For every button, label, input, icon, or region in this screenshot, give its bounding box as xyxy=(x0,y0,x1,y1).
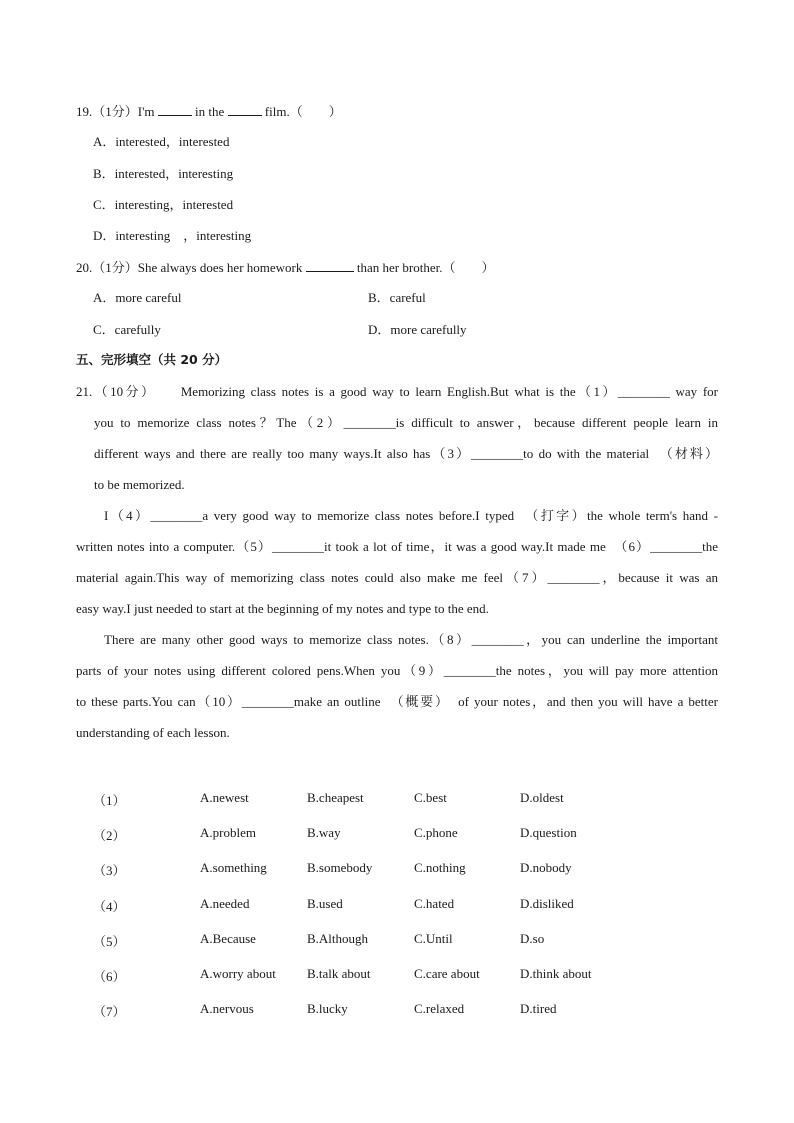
q19-option-c: C．interesting，interested xyxy=(93,197,234,212)
passage-line: to these parts.You can（10）________make an outline （概要） of your notes，and then you will have a better xyxy=(76,694,718,709)
choice-number: （7） xyxy=(93,1004,126,1020)
choice-d: D.tired xyxy=(520,1001,557,1017)
answer-blank xyxy=(228,102,262,116)
passage-line: understanding of each lesson. xyxy=(76,725,230,740)
answer-blank xyxy=(158,102,192,116)
choice-number: （5） xyxy=(93,933,126,949)
choice-d: D.oldest xyxy=(520,790,564,805)
section-heading: 五、完形填空（共 20 分） xyxy=(76,352,228,367)
choice-b: B.way xyxy=(307,825,341,841)
question-20-stem xyxy=(76,258,494,277)
passage-line: easy way.I just needed to start at the beginning of my notes and type to the end. xyxy=(76,601,489,616)
passage-line: different ways and there are really too many ways.It also has（3）________to do with the material （材料） xyxy=(94,446,718,461)
q20-option-b: B．careful xyxy=(368,290,426,305)
choice-row xyxy=(93,825,653,860)
passage-line: written notes into a computer.（5）________it took a lot of time，it was a good way.It made me （6）________the xyxy=(76,539,718,554)
choice-c: C.care about xyxy=(414,965,480,981)
choice-d: D.disliked xyxy=(520,895,574,911)
choice-row xyxy=(93,896,653,931)
choice-c: C.relaxed xyxy=(414,1001,465,1017)
q19-stem-part: 19.（1分）I'm xyxy=(76,104,158,119)
passage-line: parts of your notes using different colored pens.When you（9）________the notes，you will pay more attention xyxy=(76,663,718,678)
choice-b: B.somebody xyxy=(307,860,373,876)
choice-c: C.Until xyxy=(414,930,453,946)
choice-row xyxy=(93,860,653,895)
choice-number: （1） xyxy=(93,793,126,808)
choice-b: B.Although xyxy=(307,930,369,946)
passage-line: you to memorize class notes？The（2）________is difficult to answer，because different people learn in xyxy=(94,415,718,430)
choice-row xyxy=(93,931,653,966)
choice-a: A.Because xyxy=(200,930,256,946)
q19-option-a: A．interested，interested xyxy=(93,134,230,149)
choice-b: B.talk about xyxy=(307,965,371,981)
q19-option-d: D．interesting ，interesting xyxy=(93,228,252,243)
q20-option-c: C．carefully xyxy=(93,322,161,337)
q20-option-a: A．more careful xyxy=(93,290,182,305)
choice-a: A.nervous xyxy=(200,1001,254,1017)
choice-b: B.used xyxy=(307,895,343,911)
choice-b: B.lucky xyxy=(307,1001,348,1017)
choice-d: D.question xyxy=(520,825,577,841)
cloze-passage xyxy=(76,376,718,748)
choice-row xyxy=(93,790,653,825)
q19-stem-part: film.（ ） xyxy=(261,104,342,119)
choice-d: D.think about xyxy=(520,965,592,981)
q20-stem-part: 20.（1分）She always does her homework xyxy=(76,260,306,275)
choice-number: （2） xyxy=(93,828,126,844)
answer-blank xyxy=(306,258,354,272)
choice-a: A.newest xyxy=(200,790,249,805)
passage-line: material again.This way of memorizing class notes could also make me feel（7）________，because it was an xyxy=(76,570,718,585)
choice-c: C.phone xyxy=(414,825,458,841)
choices-table xyxy=(93,790,653,1036)
choice-a: A.problem xyxy=(200,825,256,841)
question-19-stem xyxy=(76,102,342,121)
choice-a: A.something xyxy=(200,860,267,876)
choice-number: （4） xyxy=(93,898,126,914)
passage-line: There are many other good ways to memorize class notes.（8）________，you can underline the important xyxy=(104,632,718,647)
choice-number: （3） xyxy=(93,863,126,879)
passage-line: 21.（10分） Memorizing class notes is a good way to learn English.But what is the（1）________ way for xyxy=(76,384,718,399)
choice-c: C.nothing xyxy=(414,860,466,876)
passage-line: I（4）________a very good way to memorize class notes before.I typed （打字）the whole term's hand - xyxy=(104,508,718,523)
choice-c: C.hated xyxy=(414,895,455,911)
choice-d: D.so xyxy=(520,930,545,946)
choice-row xyxy=(93,1001,653,1036)
passage-line: to be memorized. xyxy=(94,477,185,492)
q19-stem-part: in the xyxy=(191,104,228,119)
choice-d: D.nobody xyxy=(520,860,572,876)
choice-row xyxy=(93,966,653,1001)
q19-option-b: B．interested，interesting xyxy=(93,166,234,181)
choice-a: A.worry about xyxy=(200,965,276,981)
choice-b: B.cheapest xyxy=(307,790,364,805)
choice-a: A.needed xyxy=(200,895,250,911)
choice-number: （6） xyxy=(93,968,126,984)
q20-option-d: D．more carefully xyxy=(368,322,467,337)
choice-c: C.best xyxy=(414,790,447,805)
q20-stem-part: than her brother.（ ） xyxy=(353,260,495,275)
